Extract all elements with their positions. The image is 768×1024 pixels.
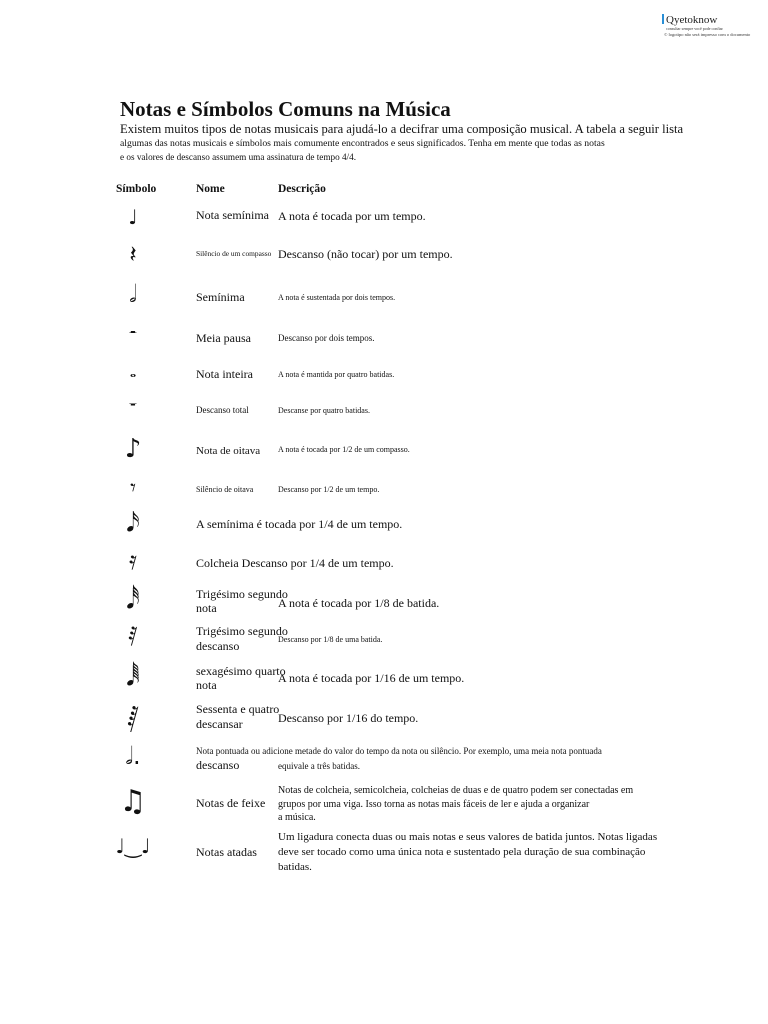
row-name-line-2: nota — [196, 601, 217, 615]
header-description: Descrição — [278, 183, 326, 195]
row-name: Sessenta e quatro — [196, 702, 280, 716]
row-name: sexagésimo quarto — [196, 664, 286, 678]
sixty-fourth-note-icon: 𝅘𝅥𝅱 — [126, 662, 140, 692]
row-name: Trigésimo segundo — [196, 624, 288, 638]
row-description-line-3: batidas. — [278, 861, 312, 873]
intro-line-1: Existem muitos tipos de notas musicais para ajudá-lo a decifrar uma composição musical. A tabela a seguir lista — [120, 122, 684, 136]
half-note-icon: 𝅗𝅥 — [129, 280, 137, 308]
row-description: A nota é tocada por 1/16 de um tempo. — [278, 671, 465, 685]
row-name: Colcheia Descanso por 1/4 de um tempo. — [196, 556, 394, 570]
row-name: Silêncio de oitava — [196, 485, 254, 494]
sixteenth-note-icon: 𝅘𝅥𝅯 — [126, 508, 140, 538]
sixteenth-rest-icon: 𝄿 — [129, 546, 137, 576]
whole-note-icon: 𝅝 — [129, 362, 137, 381]
page-title: Notas e Símbolos Comuns na Música — [120, 97, 451, 121]
row-name-line-2: descansar — [196, 717, 243, 731]
row-name: Nota de oitava — [196, 445, 261, 457]
row-name: Nota inteira — [196, 367, 253, 381]
row-description: A nota é tocada por um tempo. — [278, 209, 426, 223]
whole-rest-icon: 𝄻 — [129, 396, 137, 420]
row-name-line-2: nota — [196, 678, 217, 692]
row-name: Trigésimo segundo — [196, 587, 288, 601]
thirty-second-rest-icon: 𝅀 — [128, 622, 138, 652]
row-description-line-2: deve ser tocado como uma única nota e sustentado pela duração de sua combinação — [278, 846, 646, 858]
logo-mark — [662, 14, 664, 24]
row-description-line-3: a música. — [278, 812, 316, 823]
quarter-rest-icon: 𝄽 — [129, 240, 137, 268]
row-name-line-2: descanso — [196, 758, 240, 772]
row-description: Descanso por dois tempos. — [278, 333, 375, 343]
logo-name: Qyetoknow — [666, 14, 718, 26]
row-description: Descanso por 1/2 de um tempo. — [278, 485, 380, 494]
row-description: Descanso (não tocar) por um tempo. — [278, 247, 453, 261]
intro-line-2: algumas das notas musicais e símbolos mais comumente encontrados e seus significados. Tenha em mente que todas as notas — [120, 138, 605, 149]
row-name: Meia pausa — [196, 331, 251, 345]
thirty-second-note-icon: 𝅘𝅥𝅰 — [126, 585, 140, 615]
row-name: Descanso total — [196, 405, 249, 415]
beamed-notes-icon: ♫ — [119, 784, 147, 819]
row-name: A semínima é tocada por 1/4 de um tempo. — [196, 517, 403, 531]
row-description: Descanse por quatro batidas. — [278, 406, 370, 415]
row-name: Nota semínima — [196, 208, 269, 222]
header-name: Nome — [196, 183, 225, 195]
row-description: A nota é mantida por quatro batidas. — [278, 370, 395, 379]
row-name: Notas de feixe — [196, 796, 266, 810]
header-symbol: Símbolo — [116, 183, 157, 195]
tied-notes-icon: ♩‿♩ — [115, 834, 151, 858]
row-description: Descanso por 1/16 do tempo. — [278, 711, 419, 725]
logo-tagline: consultar sempre você pode confiar — [666, 26, 723, 31]
eighth-rest-icon: 𝄾 — [130, 476, 136, 501]
row-name: Silêncio de um compasso — [196, 249, 272, 258]
half-rest-icon: 𝄼 — [129, 321, 137, 345]
logo — [662, 14, 762, 38]
row-description-line-2: grupos por uma viga. Isso torna as notas mais fáceis de ler e ajuda a organizar — [278, 799, 590, 810]
row-description: Notas de colcheia, semicolcheia, colcheias de duas e de quatro podem ser conectadas em — [278, 785, 634, 796]
row-description: A nota é tocada por 1/8 de batida. — [278, 596, 440, 610]
dotted-half-note-icon: 𝅗𝅥. — [125, 742, 141, 770]
row-name: Nota pontuada ou adicione metade do valor do tempo da nota ou silêncio. Por exemplo, uma meia nota pontuada — [196, 746, 602, 756]
quarter-note-icon: ♩ — [128, 205, 138, 229]
row-name: Notas atadas — [196, 845, 257, 859]
row-name-line-2: descanso — [196, 639, 240, 653]
row-description: Descanso por 1/8 de uma batida. — [278, 635, 383, 644]
row-description: A nota é sustentada por dois tempos. — [278, 293, 396, 302]
sixty-fourth-rest-icon: 𝅁 — [127, 700, 139, 733]
row-description: A nota é tocada por 1/2 de um compasso. — [278, 445, 410, 454]
row-description: Um ligadura conecta duas ou mais notas e seus valores de batida juntos. Notas ligadas — [278, 831, 658, 843]
row-name: Semínima — [196, 290, 245, 304]
row-description: equivale a três batidas. — [278, 761, 360, 771]
eighth-note-icon: ♪ — [124, 434, 142, 464]
logo-copyright: © logotipo não será impresso com o documento — [664, 32, 751, 37]
intro-line-3: e os valores de descanso assumem uma assinatura de tempo 4/4. — [120, 152, 357, 162]
